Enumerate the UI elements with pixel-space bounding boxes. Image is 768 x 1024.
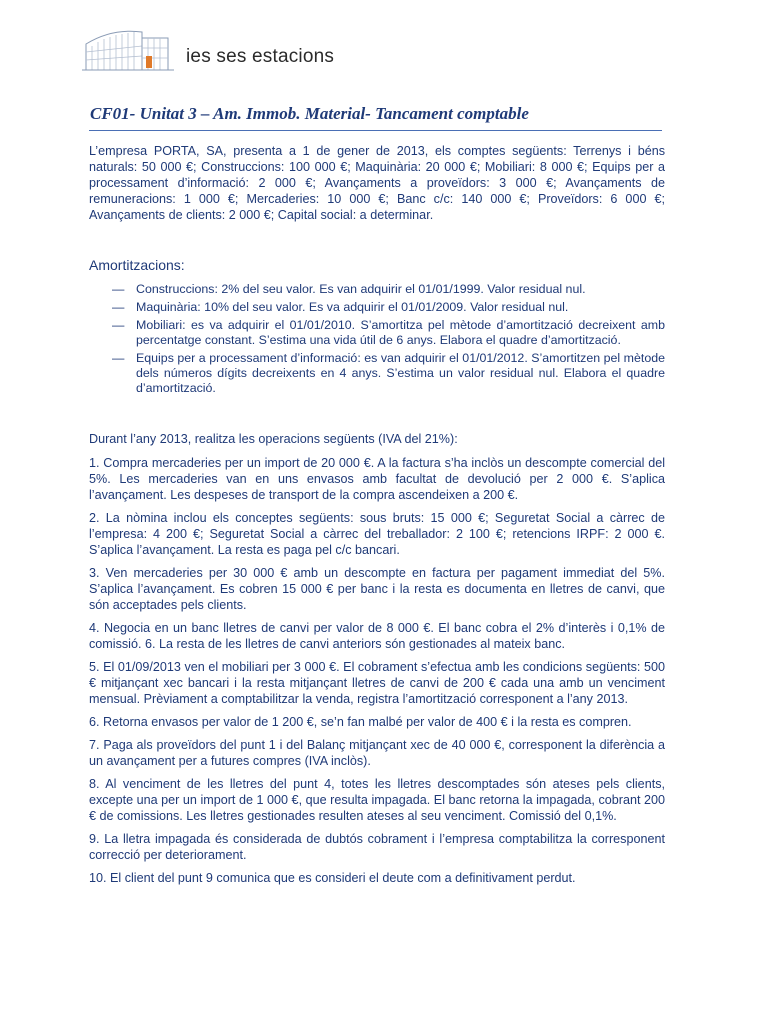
list-item: 1. Compra mercaderies per un import de 20 000 €. A la factura s’ha inclòs un descompte comercial del 5%. Les mercaderies van en uns envasos amb facultat de devolució per 2 000 €. S’aplica l’avançament. Les despeses de transport de la compra ascendeixen a 200 €. (89, 456, 665, 502)
amortitzacions-list (112, 282, 665, 399)
list-item: 2. La nòmina inclou els conceptes següents: sous bruts: 15 000 €; Seguretat Social a càrrec de l’empresa: 4 200 €; Seguretat Social a càrrec del treballador: 2 100 €; retencions IRPF: 2 000 €. S’aplica l’avançament. La resta es paga pel c/c bancari. (89, 511, 665, 557)
list-item: — Maquinària: 10% del seu valor. Es va adquirir el 01/01/2009. Valor residual nul. (112, 300, 569, 314)
list-item: 3. Ven mercaderies per 30 000 € amb un descompte en factura per pagament immediat del 5%. S’aplica l’avançament. Es cobren 15 000 € per banc i la resta es documenta en lletres de canvi, que són acceptades pels clients. (89, 566, 665, 612)
amortitzacions-heading: Amortitzacions: (89, 257, 185, 273)
school-name: ies ses estacions (186, 46, 335, 67)
list-item: 7. Paga als proveïdors del punt 1 i del Balanç mitjançant xec de 40 000 €, corresponent la diferència a un avançament per a futures compres (IVA inclòs). (89, 738, 665, 768)
dash-bullet: — (112, 351, 125, 365)
list-item: 9. La lletra impagada és considerada de dubtós cobrament i l’empresa comptabilitza la corresponent correcció per deteriorament. (89, 832, 665, 862)
page-title: CF01- Unitat 3 – Am. Immob. Material- Tancament comptable (90, 104, 529, 123)
dash-bullet: — (112, 318, 125, 332)
intro-paragraph: L’empresa PORTA, SA, presenta a 1 de gener de 2013, els comptes següents: Terrenys i béns naturals: 50 000 €; Construccions: 100 000 €; Maquinària: 20 000 €; Mobiliari: 8 000 €; Equips per a processament d’informació: 2 000 €; Avançaments a proveïdors: 3 000 €; Avançaments de remuneracions: 1 000 €; Mercaderies: 10 000 €; Banc c/c: 140 000 €; Proveïdors: 6 000 €; Avançaments de clients: 2 000 €; Capital social: a determinar. (89, 144, 665, 222)
operacions-intro: Durant l’any 2013, realitza les operacions següents (IVA del 21%): (89, 432, 458, 446)
dash-bullet: — (112, 282, 125, 296)
operacions-list (89, 455, 665, 893)
title-divider (89, 130, 662, 131)
list-item: — Construccions: 2% del seu valor. Es van adquirir el 01/01/1999. Valor residual nul. (112, 282, 586, 296)
page-header (82, 26, 382, 76)
list-item: 5. El 01/09/2013 ven el mobiliari per 3 000 €. El cobrament s’efectua amb les condicions següents: 500 € mitjançant xec bancari i la resta mitjançant lletres de canvi de 200 € cada una amb un venciment mensual. Prèviament a comptabilitzar la venda, registra l’amortització corresponent a l’any 2013. (89, 660, 665, 706)
list-item: — Equips per a processament d’informació: es van adquirir el 01/01/2012. S’amortitzen pel mètode dels números dígits decreixents en 4 anys. S’estima un valor residual nul. Elabora el quadre d’amortització. (112, 351, 665, 395)
list-item: 6. Retorna envasos per valor de 1 200 €, se’n fan malbé per valor de 400 € i la resta es compren. (89, 715, 632, 729)
dash-bullet: — (112, 300, 125, 314)
list-item: — Mobiliari: es va adquirir el 01/01/2010. S’amortitza pel mètode d’amortització decreixent amb percentatge constant. S’estima una vida útil de 6 anys. Elabora el quadre d’amortització. (112, 318, 665, 347)
list-item: 4. Negocia en un banc lletres de canvi per valor de 8 000 €. El banc cobra el 2% d’interès i 0,1% de comissió. 6. La resta de les lletres de canvi anteriors són gestionades al mateix banc. (89, 621, 665, 651)
building-icon (82, 26, 174, 72)
list-item: 8. Al venciment de les lletres del punt 4, totes les lletres descomptades són ateses pels clients, excepte una per un import de 1 000 €, que resulta impagada. El banc retorna la impagada, cobrant 200 € de comissions. Les lletres gestionades resulten ateses al seu venciment. Comissió del 0,1%. (89, 777, 665, 823)
list-item: 10. El client del punt 9 comunica que es consideri el deute com a definitivament perdut. (89, 871, 576, 885)
